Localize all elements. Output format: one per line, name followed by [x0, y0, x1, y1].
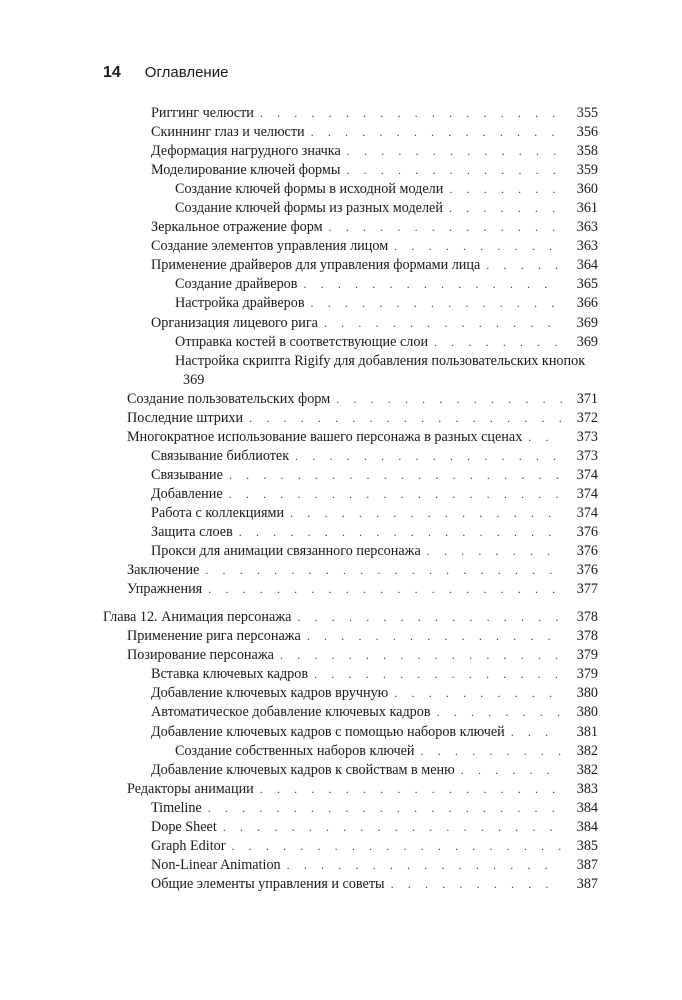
toc-entry-title: Добавление ключевых кадров с помощью наборов ключей [151, 723, 511, 742]
toc-entry[interactable] [0, 161, 598, 180]
toc-entry-title: Работа с коллекциями [151, 504, 290, 523]
toc-entry-title: Риггинг челюсти [151, 104, 260, 123]
toc-entry-page: 376 [576, 562, 598, 579]
toc-group-c [0, 608, 682, 894]
toc-entry[interactable] [0, 314, 598, 333]
toc-entry-title: Последние штрихи [127, 409, 249, 428]
toc-entry[interactable] [0, 409, 598, 428]
toc-entry-title: Редакторы анимации [127, 780, 260, 799]
toc-entry-page: 376 [576, 543, 598, 560]
dot-leader [260, 780, 562, 799]
toc-entry[interactable] [0, 761, 598, 780]
dot-leader [280, 646, 562, 665]
toc-entry-title: Вставка ключевых кадров [151, 665, 314, 684]
dot-leader [307, 627, 562, 646]
toc-entry[interactable] [0, 561, 598, 580]
toc-entry-title: Создание ключей формы из разных моделей [175, 199, 449, 218]
toc-entry-title: Non-Linear Animation [151, 856, 287, 875]
page-title: Оглавление [144, 64, 229, 81]
toc-entry-page: 356 [576, 124, 598, 141]
toc-entry[interactable] [0, 684, 598, 703]
dot-leader [229, 485, 562, 504]
table-of-contents [0, 104, 682, 894]
toc-entry-page: 363 [576, 238, 598, 255]
toc-entry-page: 364 [576, 257, 598, 274]
toc-entry[interactable] [0, 856, 598, 875]
toc-entry-page: 369 [576, 314, 598, 331]
toc-entry-title: Настройка скрипта Rigify для добавления пользовательских кнопок [175, 352, 598, 371]
toc-group-b [0, 390, 682, 600]
toc-entry-page: 379 [576, 647, 598, 664]
dot-leader [311, 123, 562, 142]
toc-entry[interactable] [0, 875, 598, 894]
toc-entry[interactable] [0, 580, 598, 599]
toc-entry-page: 378 [576, 609, 598, 626]
dot-leader [528, 428, 562, 447]
dot-leader [290, 504, 562, 523]
toc-group-a [0, 104, 682, 352]
toc-entry[interactable] [0, 542, 598, 561]
toc-entry-title: Graph Editor [151, 837, 231, 856]
toc-entry[interactable] [0, 466, 598, 485]
toc-entry-title: Организация лицевого рига [151, 314, 324, 333]
toc-entry[interactable] [0, 237, 598, 256]
toc-entry[interactable] [0, 818, 598, 837]
toc-entry-page: 374 [576, 504, 598, 521]
toc-entry[interactable] [0, 608, 598, 627]
toc-entry[interactable] [0, 485, 598, 504]
dot-leader [260, 104, 562, 123]
toc-entry-page: 378 [576, 628, 598, 645]
toc-entry-page: 355 [576, 105, 598, 121]
toc-entry[interactable] [0, 837, 598, 856]
dot-leader [347, 142, 562, 161]
toc-entry[interactable] [0, 504, 598, 523]
toc-entry-page: 379 [576, 666, 598, 683]
toc-entry[interactable] [0, 742, 598, 761]
toc-entry-title: Моделирование ключей формы [151, 161, 346, 180]
dot-leader [329, 218, 562, 237]
toc-entry-page: 383 [576, 780, 598, 797]
toc-entry-page: 376 [576, 524, 598, 541]
toc-entry[interactable] [0, 447, 598, 466]
toc-entry[interactable] [0, 799, 598, 818]
toc-entry-title: Добавление [151, 485, 229, 504]
dot-leader [511, 723, 562, 742]
toc-entry-page: 380 [576, 685, 598, 702]
toc-entry[interactable] [0, 104, 598, 123]
toc-entry-page: 360 [576, 181, 598, 198]
dot-leader [391, 875, 562, 894]
toc-entry-title: Создание ключей формы в исходной модели [175, 180, 449, 199]
toc-entry-page: 377 [576, 581, 598, 598]
toc-entry-page: 382 [576, 742, 598, 759]
toc-entry-page: 366 [576, 295, 598, 312]
toc-entry[interactable] [0, 180, 598, 199]
toc-entry-page: 369 [183, 371, 205, 388]
toc-entry-title: Timeline [151, 799, 208, 818]
toc-entry-title: Зеркальное отражение форм [151, 218, 329, 237]
dot-leader [314, 665, 562, 684]
toc-entry-title: Глава 12. Анимация персонажа [103, 608, 297, 627]
toc-entry-page: 382 [576, 761, 598, 778]
toc-entry[interactable] [0, 123, 598, 142]
toc-entry-page: 365 [576, 276, 598, 293]
toc-entry-title: Прокси для анимации связанного персонажа [151, 542, 427, 561]
dot-leader [297, 608, 562, 627]
toc-entry-title: Автоматическое добавление ключевых кадров [151, 703, 437, 722]
toc-entry-page: 361 [576, 200, 598, 217]
toc-entry-title: Создание пользовательских форм [127, 390, 336, 409]
dot-leader [311, 294, 562, 313]
toc-entry[interactable] [0, 723, 598, 742]
dot-leader [336, 390, 562, 409]
toc-entry-title: Создание элементов управления лицом [151, 237, 394, 256]
dot-leader [303, 275, 562, 294]
toc-entry-page: 380 [576, 704, 598, 721]
toc-entry-page: 359 [576, 162, 598, 179]
toc-entry-page: 385 [576, 837, 598, 854]
dot-leader [486, 256, 562, 275]
dot-leader [287, 856, 562, 875]
dot-leader [449, 180, 562, 199]
toc-entry[interactable] [0, 275, 598, 294]
dot-leader [394, 237, 562, 256]
toc-entry-page: 387 [576, 856, 598, 873]
toc-entry-title: Применение драйверов для управления формами лица [151, 256, 486, 275]
dot-leader [324, 314, 562, 333]
toc-entry[interactable] [0, 780, 598, 799]
toc-entry-title: Позирование персонажа [127, 646, 280, 665]
toc-entry-title: Скиннинг глаз и челюсти [151, 123, 311, 142]
dot-leader [205, 561, 562, 580]
toc-entry[interactable] [0, 665, 598, 684]
dot-leader [449, 199, 562, 218]
toc-entry-page: 381 [576, 723, 598, 740]
toc-entry[interactable] [0, 646, 598, 665]
toc-entry-page: 374 [576, 485, 598, 502]
toc-entry-page: 384 [576, 799, 598, 816]
toc-entry-title: Создание собственных наборов ключей [175, 742, 421, 761]
toc-entry-page: 384 [576, 818, 598, 835]
toc-entry-title: Многократное использование вашего персонажа в разных сценах [127, 428, 528, 447]
toc-entry-title: Dope Sheet [151, 818, 223, 837]
dot-leader [249, 409, 562, 428]
toc-entry-title: Добавление ключевых кадров к свойствам в меню [151, 761, 461, 780]
toc-entry[interactable] [0, 142, 598, 161]
toc-entry-page: 363 [576, 219, 598, 236]
page-header [103, 64, 228, 82]
toc-entry-title: Заключение [127, 561, 205, 580]
toc-entry[interactable] [0, 523, 598, 542]
toc-entry-title: Защита слоев [151, 523, 239, 542]
dot-leader [427, 542, 562, 561]
toc-entry[interactable] [0, 390, 598, 409]
toc-entry-title: Добавление ключевых кадров вручную [151, 684, 394, 703]
toc-entry-title: Настройка драйверов [175, 294, 311, 313]
dot-leader [229, 466, 562, 485]
toc-entry-page: 369 [576, 333, 598, 350]
toc-entry-title: Применение рига персонажа [127, 627, 307, 646]
toc-entry[interactable] [0, 627, 598, 646]
dot-leader [434, 333, 562, 352]
toc-entry[interactable] [0, 703, 598, 722]
toc-entry-page: 387 [576, 875, 598, 892]
dot-leader [208, 580, 562, 599]
toc-entry-page: 358 [576, 143, 598, 160]
dot-leader [346, 161, 562, 180]
dot-leader [421, 742, 562, 761]
toc-entry-title: Упражнения [127, 580, 208, 599]
toc-entry-title: Создание драйверов [175, 275, 303, 294]
toc-entry[interactable] [0, 294, 598, 313]
toc-entry[interactable] [0, 428, 598, 447]
toc-entry-title: Общие элементы управления и советы [151, 875, 391, 894]
toc-entry[interactable] [0, 199, 598, 218]
toc-entry-wrapped[interactable] [0, 352, 598, 390]
dot-leader [394, 684, 562, 703]
chapter-gap [0, 599, 682, 608]
toc-entry-title: Деформация нагрудного значка [151, 142, 347, 161]
toc-entry[interactable] [0, 218, 598, 237]
toc-entry[interactable] [0, 333, 598, 352]
toc-entry-title: Связывание [151, 466, 229, 485]
toc-entry[interactable] [0, 256, 598, 275]
dot-leader [208, 799, 562, 818]
dot-leader [295, 447, 562, 466]
dot-leader [461, 761, 562, 780]
dot-leader [437, 703, 562, 722]
dot-leader [231, 837, 562, 856]
dot-leader [239, 523, 562, 542]
page-number: 14 [103, 64, 121, 81]
toc-entry-page: 373 [576, 447, 598, 464]
dot-leader [223, 818, 562, 837]
toc-entry-title: Связывание библиотек [151, 447, 295, 466]
toc-entry-title: Отправка костей в соответствующие слои [175, 333, 434, 352]
toc-entry-page: 374 [576, 466, 598, 483]
toc-entry-page: 372 [576, 409, 598, 426]
toc-entry-page: 373 [576, 428, 598, 445]
toc-entry-page: 371 [576, 390, 598, 407]
